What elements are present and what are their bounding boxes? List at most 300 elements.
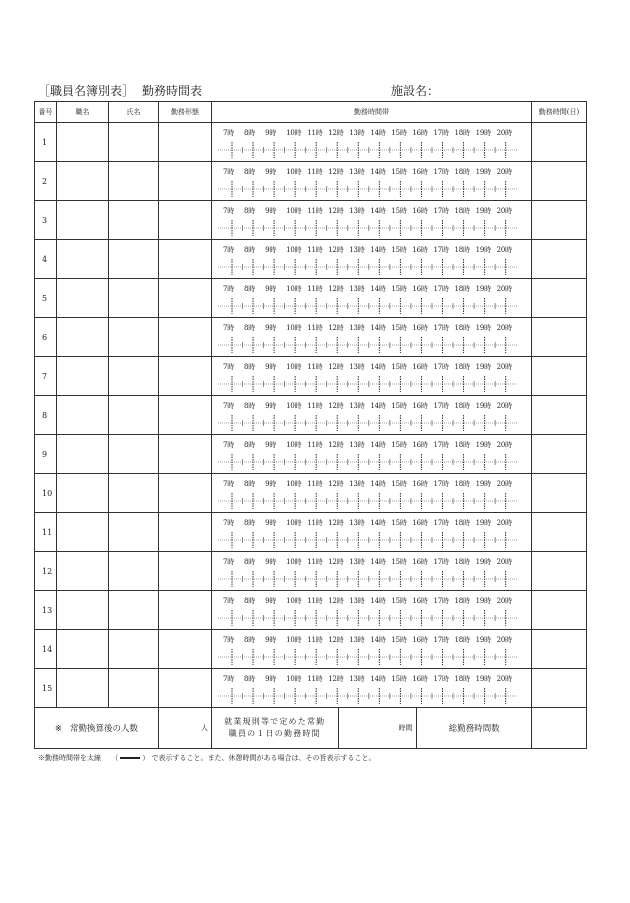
form-cell[interactable]: [159, 669, 212, 708]
hour-label: 9時: [265, 129, 277, 137]
hour-label: 9時: [265, 207, 277, 215]
hour-label: 12時: [328, 441, 344, 449]
hour-label: 17時: [433, 168, 449, 176]
hour-label: 14時: [370, 285, 386, 293]
hour-label: 12時: [328, 324, 344, 332]
hour-label: 14時: [370, 168, 386, 176]
form-cell[interactable]: [159, 357, 212, 396]
table-row: [35, 318, 587, 357]
hour-label: 10時: [286, 363, 302, 371]
row-number: 12: [35, 552, 57, 591]
hour-label: 16時: [412, 597, 428, 605]
hour-label: 8時: [244, 675, 256, 683]
hour-label: 9時: [265, 675, 277, 683]
row-number: 15: [35, 669, 57, 708]
hour-label: 20時: [496, 480, 512, 488]
form-category-label: ［職員名簿別表］: [38, 84, 135, 98]
hour-label: 15時: [391, 285, 407, 293]
hour-label: 9時: [265, 441, 277, 449]
hour-label: 8時: [244, 441, 256, 449]
form-cell[interactable]: [159, 240, 212, 279]
hour-label: 11時: [307, 480, 323, 488]
name-cell[interactable]: [109, 201, 159, 240]
hour-label: 10時: [286, 441, 302, 449]
hour-label: 18時: [454, 168, 470, 176]
time-ruler: [212, 571, 532, 587]
daily-hours-cell[interactable]: [532, 474, 587, 513]
form-cell[interactable]: [159, 279, 212, 318]
hour-label: 20時: [496, 402, 512, 410]
hour-label: 17時: [433, 636, 449, 644]
hour-label: 14時: [370, 441, 386, 449]
hour-label: 19時: [475, 636, 491, 644]
job-cell[interactable]: [57, 552, 109, 591]
timeband-cell[interactable]: [212, 396, 532, 435]
hour-label: 16時: [412, 324, 428, 332]
table-row: [35, 201, 587, 240]
hour-label: 13時: [349, 441, 365, 449]
timeband-cell[interactable]: [212, 162, 532, 201]
hour-label: 19時: [475, 324, 491, 332]
footer-row: [35, 708, 587, 749]
hour-label: 11時: [307, 441, 323, 449]
person-unit: 人: [201, 724, 208, 732]
hour-label: 13時: [349, 363, 365, 371]
daily-hours-cell[interactable]: [532, 513, 587, 552]
form-cell[interactable]: [159, 474, 212, 513]
form-cell[interactable]: [159, 201, 212, 240]
row-number: 2: [35, 162, 57, 201]
hour-label: 19時: [475, 363, 491, 371]
time-ruler: [212, 454, 532, 470]
thick-line-sample: [120, 757, 140, 759]
hour-label: 13時: [349, 480, 365, 488]
hour-label: 12時: [328, 246, 344, 254]
hour-label: 7時: [223, 246, 235, 254]
form-cell[interactable]: [159, 552, 212, 591]
col-header-form: 勤務形態: [159, 102, 212, 123]
hour-label: 12時: [328, 597, 344, 605]
name-cell[interactable]: [109, 123, 159, 162]
form-cell[interactable]: [159, 318, 212, 357]
job-cell[interactable]: [57, 240, 109, 279]
hour-label: 8時: [244, 207, 256, 215]
hour-label: 20時: [496, 324, 512, 332]
hour-label: 15時: [391, 246, 407, 254]
name-cell[interactable]: [109, 513, 159, 552]
hour-label: 20時: [496, 129, 512, 137]
hour-label: 10時: [286, 558, 302, 566]
hour-label: 19時: [475, 597, 491, 605]
hour-label: 10時: [286, 285, 302, 293]
hour-label: 17時: [433, 324, 449, 332]
hour-label: 7時: [223, 597, 235, 605]
timeband-cell[interactable]: [212, 474, 532, 513]
name-cell[interactable]: [109, 240, 159, 279]
hour-label: 12時: [328, 480, 344, 488]
job-cell[interactable]: [57, 162, 109, 201]
hour-labels: [223, 323, 518, 333]
hour-label: 7時: [223, 480, 235, 488]
hour-label: 20時: [496, 519, 512, 527]
hour-label: 11時: [307, 285, 323, 293]
hour-label: 19時: [475, 558, 491, 566]
hour-unit: 時間: [398, 724, 413, 732]
time-ruler: [212, 493, 532, 509]
table-row: [35, 435, 587, 474]
hour-label: 13時: [349, 285, 365, 293]
hour-label: 16時: [412, 168, 428, 176]
hour-label: 15時: [391, 675, 407, 683]
table-row: [35, 630, 587, 669]
schedule-table: [34, 101, 587, 749]
hour-label: 10時: [286, 207, 302, 215]
hour-label: 20時: [496, 597, 512, 605]
timeband-cell[interactable]: [212, 552, 532, 591]
timeband-cell[interactable]: [212, 513, 532, 552]
hour-label: 16時: [412, 207, 428, 215]
daily-hours-cell[interactable]: [532, 123, 587, 162]
hour-label: 16時: [412, 675, 428, 683]
col-header-name: 氏名: [109, 102, 159, 123]
hour-label: 20時: [496, 246, 512, 254]
hour-label: 9時: [265, 285, 277, 293]
daily-hours-cell[interactable]: [532, 669, 587, 708]
hour-label: 12時: [328, 129, 344, 137]
row-number: 7: [35, 357, 57, 396]
hour-label: 11時: [307, 636, 323, 644]
col-header-hours: 勤務時間(日): [532, 102, 587, 123]
hour-label: 7時: [223, 168, 235, 176]
hour-label: 8時: [244, 519, 256, 527]
hour-label: 8時: [244, 246, 256, 254]
job-cell[interactable]: [57, 318, 109, 357]
hour-label: 12時: [328, 207, 344, 215]
hour-label: 20時: [496, 168, 512, 176]
form-cell[interactable]: [159, 591, 212, 630]
hour-label: 15時: [391, 402, 407, 410]
hour-label: 12時: [328, 636, 344, 644]
hour-label: 13時: [349, 675, 365, 683]
hour-label: 20時: [496, 675, 512, 683]
name-cell[interactable]: [109, 162, 159, 201]
hour-label: 9時: [265, 519, 277, 527]
hour-label: 11時: [307, 129, 323, 137]
hour-label: 19時: [475, 675, 491, 683]
job-cell[interactable]: [57, 591, 109, 630]
hour-label: 13時: [349, 597, 365, 605]
hour-label: 15時: [391, 519, 407, 527]
hour-label: 18時: [454, 285, 470, 293]
hour-label: 7時: [223, 402, 235, 410]
form-cell[interactable]: [159, 513, 212, 552]
table-row: [35, 396, 587, 435]
hour-label: 7時: [223, 129, 235, 137]
standard-hours-value[interactable]: [338, 708, 416, 748]
name-cell[interactable]: [109, 630, 159, 669]
hour-label: 13時: [349, 519, 365, 527]
hour-label: 7時: [223, 519, 235, 527]
hour-label: 20時: [496, 285, 512, 293]
name-cell[interactable]: [109, 474, 159, 513]
job-cell[interactable]: [57, 435, 109, 474]
timeband-cell[interactable]: [212, 435, 532, 474]
hour-label: 9時: [265, 597, 277, 605]
daily-hours-cell[interactable]: [532, 162, 587, 201]
hour-label: 12時: [328, 558, 344, 566]
hour-label: 12時: [328, 675, 344, 683]
hour-label: 13時: [349, 129, 365, 137]
job-cell[interactable]: [57, 630, 109, 669]
note-mark: ※: [54, 724, 63, 734]
table-row: [35, 123, 587, 162]
job-cell[interactable]: [57, 357, 109, 396]
daily-hours-cell[interactable]: [532, 357, 587, 396]
hour-label: 13時: [349, 246, 365, 254]
form-cell[interactable]: [159, 435, 212, 474]
total-hours-value[interactable]: [532, 708, 587, 749]
hour-labels: [223, 596, 518, 606]
hour-label: 8時: [244, 597, 256, 605]
name-cell[interactable]: [109, 357, 159, 396]
timeband-cell[interactable]: [212, 318, 532, 357]
hour-label: 9時: [265, 363, 277, 371]
table-row: [35, 669, 587, 708]
hour-label: 17時: [433, 480, 449, 488]
job-cell[interactable]: [57, 513, 109, 552]
standard-hours-line1: 就業規則等で定めた常勤: [224, 717, 326, 726]
hour-label: 18時: [454, 402, 470, 410]
facility-name-label: 施設名：: [391, 84, 440, 98]
hour-label: 15時: [391, 558, 407, 566]
col-header-timeband: 勤務時間帯: [212, 102, 532, 123]
hour-label: 19時: [475, 207, 491, 215]
hour-label: 8時: [244, 558, 256, 566]
hour-label: 14時: [370, 363, 386, 371]
hour-label: 16時: [412, 129, 428, 137]
form-cell[interactable]: [159, 396, 212, 435]
hour-label: 9時: [265, 402, 277, 410]
hour-label: 7時: [223, 207, 235, 215]
total-hours-label: 総勤務時間数: [448, 724, 500, 734]
time-ruler: [212, 376, 532, 392]
form-cell[interactable]: [159, 162, 212, 201]
hour-label: 19時: [475, 402, 491, 410]
daily-hours-cell[interactable]: [532, 435, 587, 474]
hour-label: 16時: [412, 558, 428, 566]
hour-label: 19時: [475, 129, 491, 137]
hour-label: 10時: [286, 324, 302, 332]
fte-value-cell[interactable]: [159, 708, 212, 749]
job-cell[interactable]: [57, 279, 109, 318]
daily-hours-cell[interactable]: [532, 591, 587, 630]
hour-label: 15時: [391, 597, 407, 605]
table-row: [35, 240, 587, 279]
hour-labels: [223, 635, 518, 645]
hour-labels: [223, 401, 518, 411]
timeband-cell[interactable]: [212, 201, 532, 240]
hour-label: 16時: [412, 285, 428, 293]
hour-label: 9時: [265, 324, 277, 332]
col-header-job: 職名: [57, 102, 109, 123]
time-ruler: [212, 298, 532, 314]
hour-label: 7時: [223, 363, 235, 371]
hour-label: 11時: [307, 558, 323, 566]
hour-label: 17時: [433, 363, 449, 371]
row-number: 1: [35, 123, 57, 162]
hour-labels: [223, 284, 518, 294]
hour-label: 13時: [349, 636, 365, 644]
hour-label: 19時: [475, 480, 491, 488]
time-ruler: [212, 649, 532, 665]
name-cell[interactable]: [109, 552, 159, 591]
time-ruler: [212, 688, 532, 704]
fte-label: 常勤換算後の人数: [70, 724, 139, 734]
time-ruler: [212, 610, 532, 626]
hour-label: 11時: [307, 324, 323, 332]
timeband-cell[interactable]: [212, 669, 532, 708]
hour-label: 8時: [244, 402, 256, 410]
row-number: 9: [35, 435, 57, 474]
timeband-cell[interactable]: [212, 123, 532, 162]
daily-hours-cell[interactable]: [532, 396, 587, 435]
daily-hours-cell[interactable]: [532, 318, 587, 357]
hour-label: 10時: [286, 246, 302, 254]
hour-labels: [223, 362, 518, 372]
hour-labels: [223, 557, 518, 567]
rule-cell: [212, 708, 532, 749]
hour-labels: [223, 167, 518, 177]
hour-label: 13時: [349, 558, 365, 566]
daily-hours-cell[interactable]: [532, 201, 587, 240]
hour-label: 16時: [412, 441, 428, 449]
row-number: 10: [35, 474, 57, 513]
time-ruler: [212, 259, 532, 275]
hour-label: 19時: [475, 246, 491, 254]
hour-label: 18時: [454, 324, 470, 332]
job-cell[interactable]: [57, 669, 109, 708]
hour-label: 14時: [370, 246, 386, 254]
hour-label: 15時: [391, 168, 407, 176]
hour-label: 12時: [328, 168, 344, 176]
hour-label: 19時: [475, 441, 491, 449]
name-cell[interactable]: [109, 279, 159, 318]
hour-label: 18時: [454, 246, 470, 254]
daily-hours-cell[interactable]: [532, 279, 587, 318]
hour-label: 10時: [286, 129, 302, 137]
hour-label: 17時: [433, 207, 449, 215]
hour-label: 11時: [307, 402, 323, 410]
time-ruler: [212, 181, 532, 197]
hour-label: 16時: [412, 246, 428, 254]
hour-label: 8時: [244, 285, 256, 293]
job-cell[interactable]: [57, 474, 109, 513]
table-row: [35, 591, 587, 630]
table-row: [35, 552, 587, 591]
hour-label: 11時: [307, 363, 323, 371]
table-row: [35, 357, 587, 396]
hour-label: 18時: [454, 363, 470, 371]
hour-label: 17時: [433, 246, 449, 254]
hour-label: 14時: [370, 129, 386, 137]
hour-label: 8時: [244, 636, 256, 644]
hour-label: 7時: [223, 675, 235, 683]
hour-label: 19時: [475, 285, 491, 293]
hour-label: 17時: [433, 675, 449, 683]
hour-label: 18時: [454, 441, 470, 449]
hour-label: 8時: [244, 363, 256, 371]
daily-hours-cell[interactable]: [532, 552, 587, 591]
hour-label: 13時: [349, 324, 365, 332]
hour-label: 19時: [475, 519, 491, 527]
hour-label: 8時: [244, 129, 256, 137]
name-cell[interactable]: [109, 669, 159, 708]
hour-label: 16時: [412, 480, 428, 488]
hour-label: 9時: [265, 480, 277, 488]
timeband-cell[interactable]: [212, 591, 532, 630]
daily-hours-cell[interactable]: [532, 630, 587, 669]
hour-label: 20時: [496, 441, 512, 449]
hour-label: 8時: [244, 324, 256, 332]
form-cell[interactable]: [159, 123, 212, 162]
hour-label: 9時: [265, 168, 277, 176]
job-cell[interactable]: [57, 396, 109, 435]
row-number: 4: [35, 240, 57, 279]
time-ruler: [212, 415, 532, 431]
job-cell[interactable]: [57, 123, 109, 162]
name-cell[interactable]: [109, 318, 159, 357]
hour-label: 16時: [412, 363, 428, 371]
time-ruler: [212, 532, 532, 548]
name-cell[interactable]: [109, 591, 159, 630]
hour-labels: [223, 518, 518, 528]
name-cell[interactable]: [109, 396, 159, 435]
timeband-cell[interactable]: [212, 357, 532, 396]
hour-label: 14時: [370, 519, 386, 527]
footnote: [38, 753, 375, 763]
daily-hours-cell[interactable]: [532, 240, 587, 279]
hour-label: 11時: [307, 597, 323, 605]
timeband-cell[interactable]: [212, 630, 532, 669]
timeband-cell[interactable]: [212, 279, 532, 318]
hour-label: 11時: [307, 675, 323, 683]
hour-label: 17時: [433, 558, 449, 566]
hour-label: 10時: [286, 675, 302, 683]
job-cell[interactable]: [57, 201, 109, 240]
table-row: [35, 162, 587, 201]
standard-hours-label: [212, 708, 338, 748]
time-ruler: [212, 220, 532, 236]
hour-labels: [223, 674, 518, 684]
hour-label: 14時: [370, 597, 386, 605]
table-row: [35, 513, 587, 552]
hour-label: 20時: [496, 636, 512, 644]
form-cell[interactable]: [159, 630, 212, 669]
timeband-cell[interactable]: [212, 240, 532, 279]
hour-label: 16時: [412, 402, 428, 410]
hour-label: 9時: [265, 558, 277, 566]
hour-label: 10時: [286, 168, 302, 176]
hour-label: 8時: [244, 480, 256, 488]
hour-label: 7時: [223, 285, 235, 293]
name-cell[interactable]: [109, 435, 159, 474]
hour-label: 17時: [433, 597, 449, 605]
hour-label: 18時: [454, 636, 470, 644]
table-row: [35, 474, 587, 513]
hour-label: 11時: [307, 207, 323, 215]
hour-label: 10時: [286, 636, 302, 644]
hour-label: 15時: [391, 207, 407, 215]
